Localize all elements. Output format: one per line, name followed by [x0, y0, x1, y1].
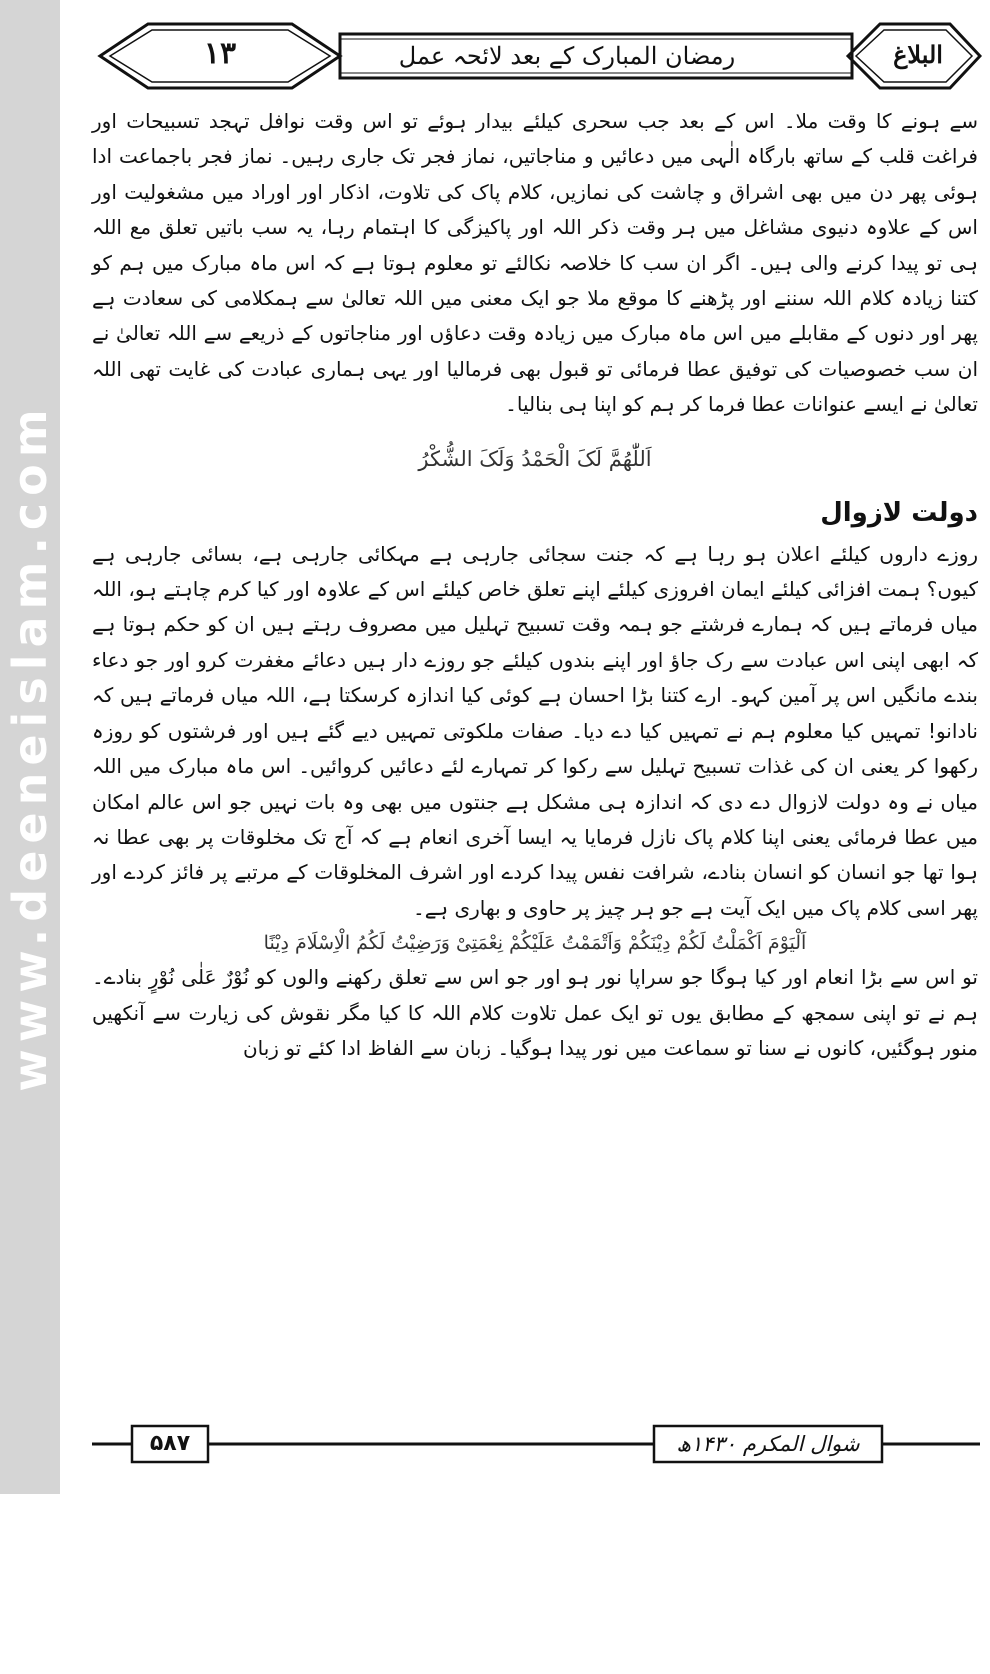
- paragraph-2: روزے داروں کیلئے اعلان ہو رہا ہے کہ جنت سجائی جارہی ہے مہکائی جارہی ہے، بسائی جارہی ہے کیوں؟ ہمت افزائی کیلئے ایمان افروزی کیلئے اپنے تعلق خاص کیلئے اس کے علاوہ اور کیا کرم چاہتے ہو، اللہ میاں فرماتے ہیں کہ ہمارے فرشتے جو ہمہ وقت تسبیح تہلیل میں مصروف رہتے ہیں ان کو حکم ہوتا ہے کہ ابھی اپنی اس عبادت سے رک جاؤ اور اپنے بندوں کیلئے جو روزے دار ہیں دعائے مغفرت کرو اور جو دعاء بندے مانگیں اس پر آمین کہو۔ ارے کتنا بڑا احسان ہے کوئی کیا اندازہ کرسکتا ہے، اللہ میاں فرماتے ہیں کہ نادانو! تمہیں کیا معلوم ہم نے تمہیں کیا دے دیا۔ صفات ملکوتی تمہیں دیے گئے ہیں اور فرشتوں کو روزہ رکھوا کر یعنی ان کی غذات تسبیح تہلیل سے رکوا کر تمہارے لئے دعائیں کروائیں۔ اس ماہ مبارک میں اللہ میاں نے وہ دولت لازوال دے دی کہ اندازہ ہی مشکل ہے جنتوں میں بھی وہ بات نہیں جو اس عالم امکان میں عطا فرمائی یعنی اپنا کلام پاک نازل فرمایا یہ ایسا آخری انعام ہے کہ آج تک مخلوقات پر بھی عطا نہ ہوا تھا جو انسان کو انسان بنادے، شرافت نفس پیدا کردے اور اشرف المخلوقات کے مرتبے پر فائز کردے اور پھر اسی کلام پاک میں ایک آیت ہے جو ہر چیز پر حاوی و بھاری ہے۔: [92, 541, 978, 920]
- page-header: [92, 10, 982, 102]
- watermark-strip: [0, 0, 60, 1494]
- magazine-logo: البلاغ: [893, 40, 943, 69]
- quran-verse: اَلْیَوْمَ اَکْمَلْتُ لَکُمْ دِیْنَکُمْ وَاَتْمَمْتُ عَلَیْکُمْ نِعْمَتِیْ وَرَضِیْتُ لَکُمُ الْاِسْلَامَ دِیْنًا: [263, 932, 807, 955]
- header-title: رمضان المبارک کے بعد لائحہ عمل: [398, 42, 736, 70]
- watermark-text: www.deeneislam.com: [3, 402, 57, 1092]
- page-footer: [92, 1418, 982, 1482]
- prayer-verse: اَللّٰھُمَّ لَکَ الْحَمْدُ وَلَکَ الشُّکْرُ: [418, 446, 652, 471]
- header-page-number: ۱۳: [203, 36, 237, 71]
- paragraph-1: سے ہونے کا وقت ملا۔ اس کے بعد جب سحری کیلئے بیدار ہوئے تو اس وقت نوافل تہجد تسبیحات اور فراغت قلب کے ساتھ بارگاہ الٰہی میں دعائیں و مناجاتیں، نماز فجر تک جاری رہیں۔ نماز فجر باجماعت ادا ہوئی پھر دن میں بھی اشراق و چاشت کی نمازیں، کلام پاک کی تلاوت، اذکار اور اوراد میں مشغولیت اور اس کے علاوہ دنیوی مشاغل میں ہر وقت ذکر اللہ اور پاکیزگی کا اہتمام رہا، یہ سب باتیں تعلق مع اللہ ہی تو پیدا کرنے والی ہیں۔ اگر ان سب کا خلاصہ نکالئے تو معلوم ہوتا ہے کہ اس ماہ مبارک میں ہم کو کتنا زیادہ کلام اللہ سننے اور پڑھنے کا موقع ملا جو ایک معنی میں اللہ تعالیٰ سے ہمکلامی کی سعادت ہے پھر اور دنوں کے مقابلے میں اس ماہ مبارک میں زیادہ وقت دعاؤں اور مناجاتوں کے ذریعے سے اللہ تعالیٰ نے ان سب خصوصیات کی توفیق عطا فرمائی تو قبول بھی فرمالیا اور یہی ہماری عبادت کی غایت تھی اللہ تعالیٰ نے ایسے عنوانات عطا فرما کر ہم کو اپنا ہی بنالیا۔: [92, 109, 978, 417]
- footer-page-number: ۵۸۷: [149, 1431, 191, 1456]
- paragraph-3: تو اس سے بڑا انعام اور کیا ہوگا جو سراپا نور ہو اور جو اس سے تعلق رکھنے والوں کو نُوْرٌ عَلٰی نُوْرٍ بنادے۔ ہم نے تو اپنی سمجھ کے مطابق یوں تو ایک عمل تلاوت کلام اللہ کا کیا مگر نقوش کی زیارت سے آنکھیں منور ہوگئیں، کانوں نے سنا تو سماعت میں نور پیدا ہوگیا۔ زبان سے الفاظ ادا کئے تو زبان: [92, 965, 978, 1060]
- section-heading: دولت لازوال: [820, 497, 978, 528]
- footer-date: شوال المکرم ۱۴۳۰ھ: [676, 1432, 860, 1456]
